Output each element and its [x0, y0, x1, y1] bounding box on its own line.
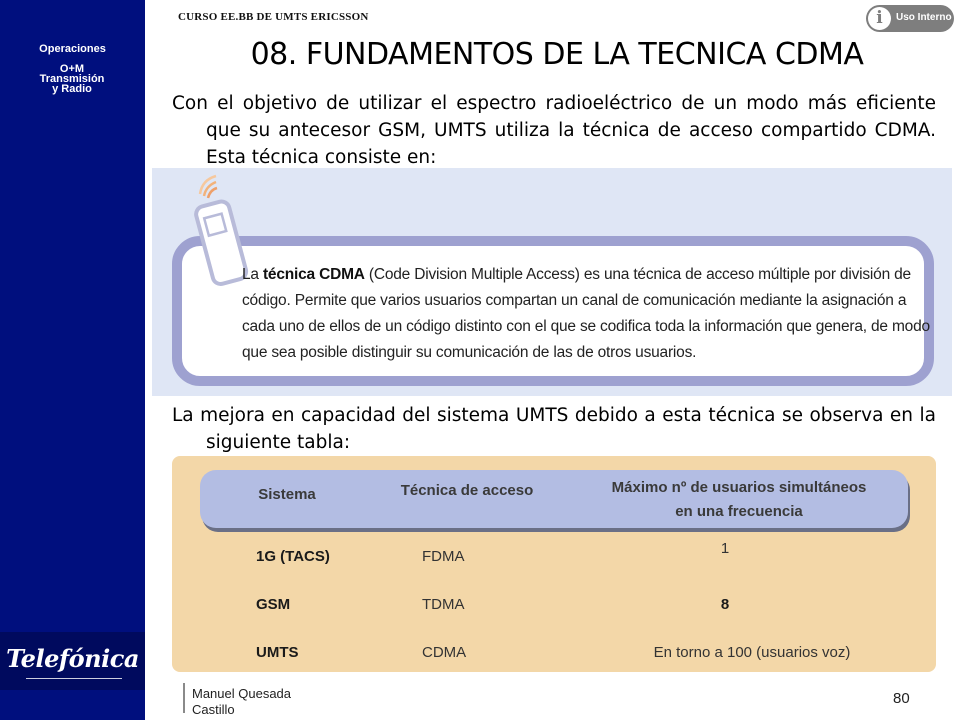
- table-cell: TDMA: [422, 596, 465, 613]
- definition-term: técnica CDMA: [262, 266, 365, 283]
- capacity-table: [172, 456, 936, 672]
- course-title: CURSO EE.BB DE UMTS ERICSSON: [178, 11, 369, 23]
- header-max-usuarios: Máximo nº de usuarios simultáneos en una frecuencia: [611, 479, 867, 520]
- intro-paragraph: Con el objetivo de utilizar el espectro radioeléctrico de un modo más eficiente que su antecesor GSM, UMTS utiliza la técnica de acceso compartido CDMA. Esta técnica consiste en:: [172, 93, 936, 168]
- sidebar: [0, 0, 145, 720]
- table-cell: En torno a 100 (usuarios voz): [653, 644, 851, 661]
- cdma-definition-figure: [152, 168, 952, 396]
- table-cell: GSM: [256, 596, 291, 613]
- header-sistema: Sistema: [258, 486, 316, 503]
- table-cell: UMTS: [256, 644, 299, 661]
- table-cell: 8: [720, 596, 730, 613]
- subsection-label: O+M Transmisión y Radio: [39, 63, 105, 95]
- definition-text: [242, 262, 932, 366]
- improvement-paragraph: La mejora en capacidad del sistema UMTS debido a esta técnica se observa en la siguiente tabla:: [172, 405, 936, 453]
- table-cell: 1G (TACS): [256, 548, 330, 565]
- logo-underline: [26, 678, 122, 679]
- section-label: Operaciones: [39, 43, 106, 55]
- slide-title: 08. FUNDAMENTOS DE LA TECNICA CDMA: [250, 37, 864, 72]
- usage-badge: [866, 5, 954, 32]
- table-cell: CDMA: [422, 644, 467, 661]
- definition-body: (Code Division Multiple Access) es una técnica de acceso múltiple por división de código. Permite que varios usuarios compartan un canal de comunicación mediante la asignación a cada uno de ellos de un código distinto con el que se codifica toda la información que genera, de modo que sea posible distinguir su comunicación de las de otros usuarios.: [242, 266, 930, 361]
- page-number: 80: [893, 690, 910, 707]
- definition-lead: La: [242, 266, 263, 283]
- footer-divider: [183, 683, 185, 713]
- usage-badge-label: Uso Interno: [896, 12, 952, 23]
- header-tecnica: Técnica de acceso: [400, 482, 534, 499]
- table-cell: FDMA: [422, 548, 465, 565]
- telefonica-logo: Telefónica: [6, 644, 139, 673]
- footer-author: Manuel Quesada Castillo: [192, 686, 292, 717]
- table-cell: 1: [720, 540, 730, 557]
- info-icon: i: [868, 7, 891, 30]
